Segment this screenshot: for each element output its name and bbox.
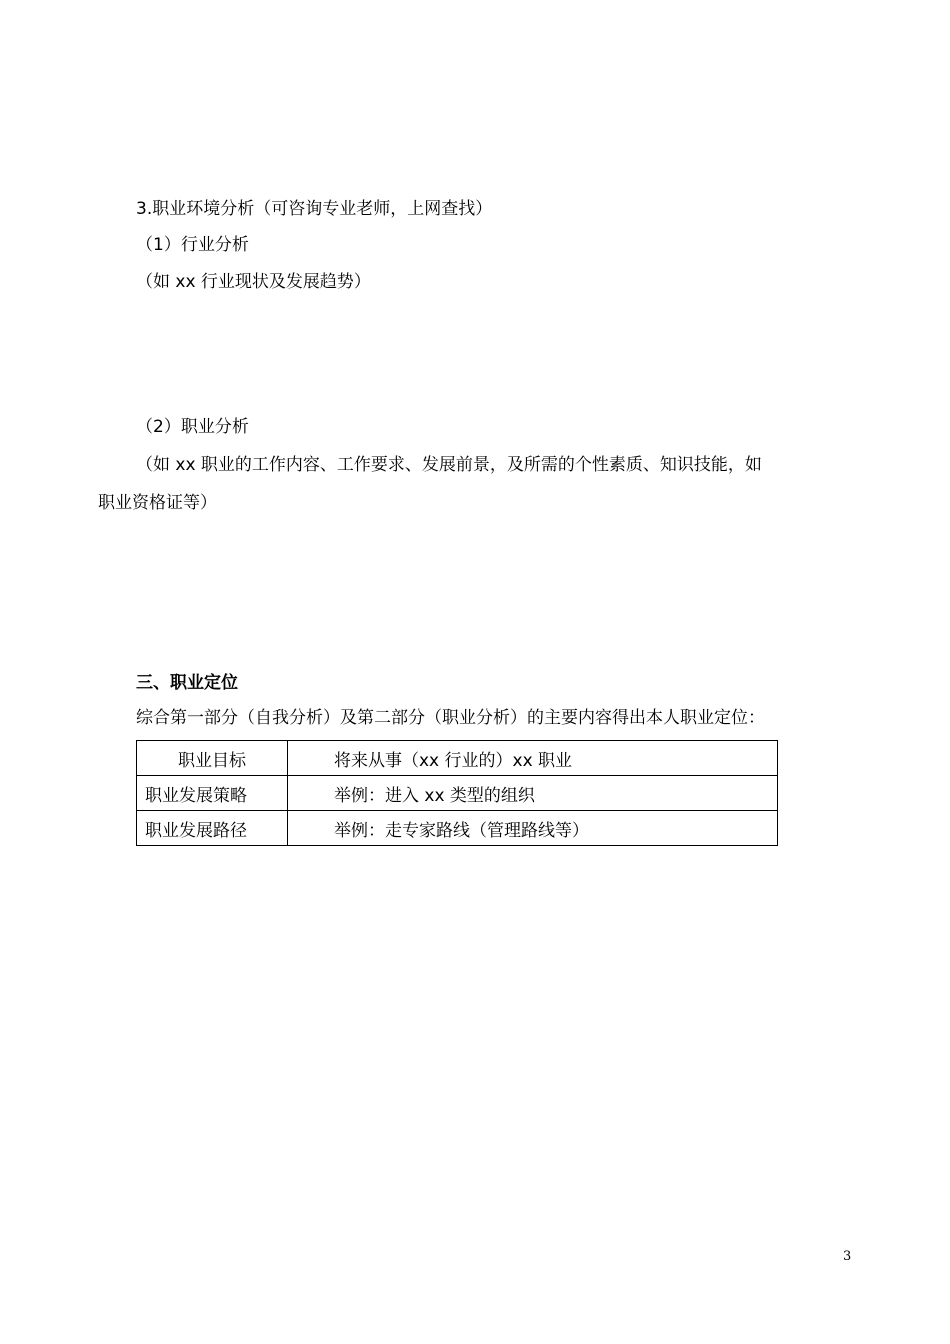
career-note-line1: （如 xx 职业的工作内容、工作要求、发展前景，及所需的个性素质、知识技能，如 bbox=[136, 455, 762, 475]
table-cell-value: 举例：走专家路线（管理路线等） bbox=[288, 811, 778, 846]
table-cell-label: 职业目标 bbox=[137, 741, 288, 776]
industry-note: （如 xx 行业现状及发展趋势） bbox=[136, 272, 371, 292]
industry-heading: （1）行业分析 bbox=[136, 235, 249, 255]
table-row bbox=[137, 741, 778, 776]
section-position-title: 三、职业定位 bbox=[136, 673, 238, 693]
table-cell-value: 举例：进入 xx 类型的组织 bbox=[288, 776, 778, 811]
table-cell-label: 职业发展路径 bbox=[137, 811, 288, 846]
table-cell-label: 职业发展策略 bbox=[137, 776, 288, 811]
page-number: 3 bbox=[843, 1249, 852, 1264]
career-heading: （2）职业分析 bbox=[136, 417, 249, 437]
section-position-intro: 综合第一部分（自我分析）及第二部分（职业分析）的主要内容得出本人职业定位： bbox=[136, 708, 765, 728]
career-position-table bbox=[136, 740, 778, 846]
career-note-line2: 职业资格证等） bbox=[98, 493, 217, 513]
table-row bbox=[137, 811, 778, 846]
table-row bbox=[137, 776, 778, 811]
section-env-title: 3.职业环境分析（可咨询专业老师，上网查找） bbox=[136, 199, 493, 219]
table-cell-value: 将来从事（xx 行业的）xx 职业 bbox=[288, 741, 778, 776]
